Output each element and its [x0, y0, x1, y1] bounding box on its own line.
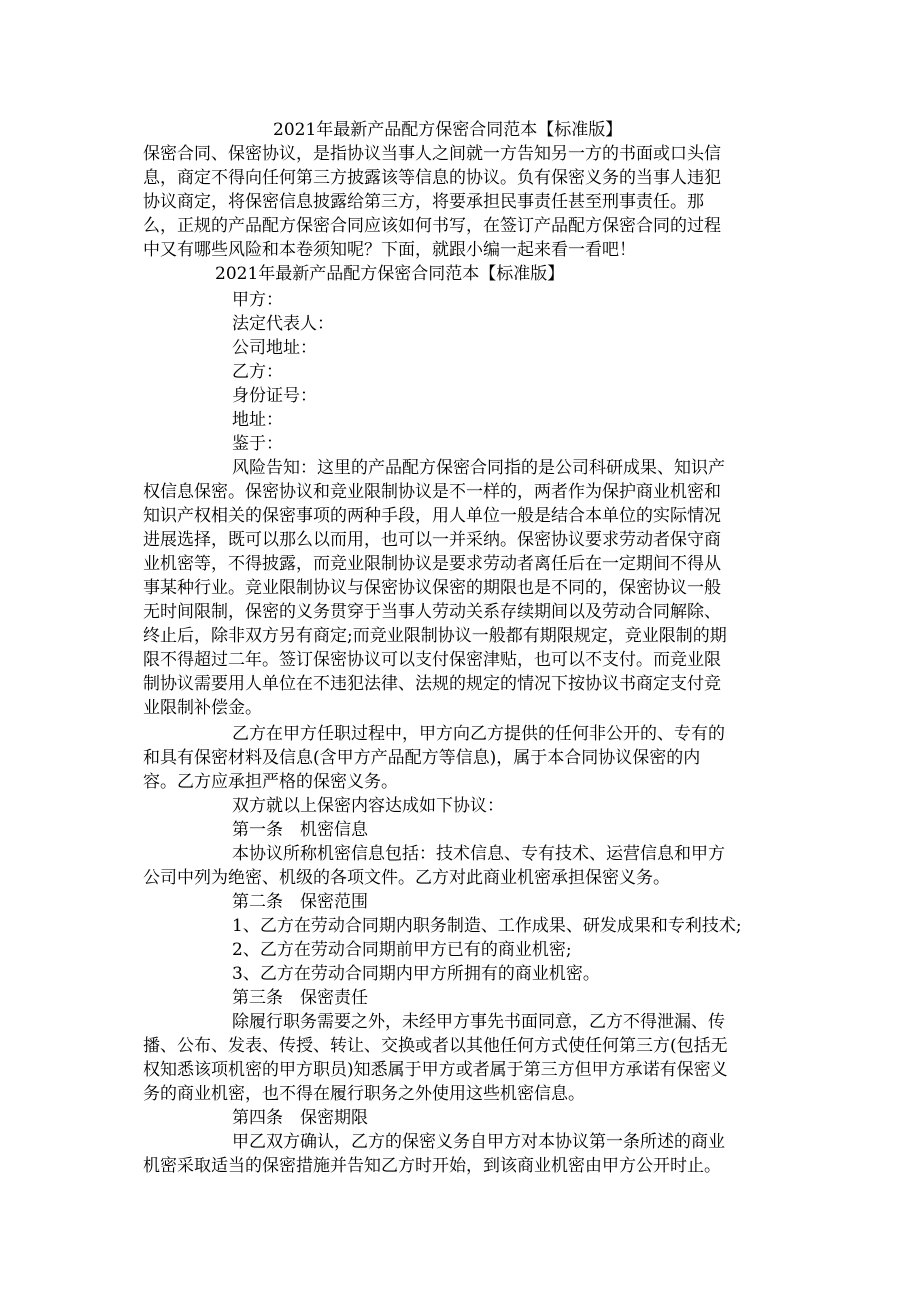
- field-legal-rep: [232, 312, 334, 336]
- body-line: 播、公布、发表、传授、转让、交换或者以其他任何方式使任何第三方(包括无: [143, 1036, 728, 1056]
- risk-line: 风险告知：这里的产品配方保密合同指的是公司科研成果、知识产: [232, 458, 725, 478]
- field-party-a: [232, 288, 283, 312]
- body-line: 甲乙双方确认，乙方的保密义务自甲方对本协议第一条所述的商业: [232, 1132, 725, 1152]
- body-line: 机密采取适当的保密措施并告知乙方时开始，到该商业机密由甲方公开时止。: [143, 1156, 721, 1176]
- field-label: 地址：: [232, 410, 283, 430]
- document-title: 2021年最新产品配方保密合同范本【标准版】: [273, 120, 623, 140]
- risk-line: 限不得超过二年。签订保密协议可以支付保密津贴，也可以不支付。而竞业限: [143, 650, 721, 670]
- risk-line: 事某种行业。竞业限制协议与保密协议保密的期限也是不同的，保密协议一般: [143, 578, 721, 598]
- field-party-b: [232, 360, 283, 384]
- field-company-address: [232, 336, 317, 360]
- body-line: 本协议所称机密信息包括：技术信息、专有技术、运营信息和甲方: [232, 844, 725, 864]
- body-line: 公司中列为绝密、机级的各项文件。乙方对此商业机密承担保密义务。: [143, 868, 670, 888]
- field-whereas: [232, 432, 283, 456]
- contract-subtitle: 2021年最新产品配方保密合同范本【标准版】: [215, 264, 565, 284]
- body-line: 务的商业机密，也不得在履行职务之外使用这些机密信息。: [143, 1084, 585, 1104]
- risk-line: 权信息保密。保密协议和竞业限制协议是不一样的，两者作为保护商业机密和: [143, 482, 721, 502]
- field-label: 法定代表人：: [232, 314, 334, 334]
- list-item: 2、乙方在劳动合同期前甲方已有的商业机密;: [232, 940, 572, 960]
- body-line: 乙方在甲方任职过程中，甲方向乙方提供的任何非公开的、专有的: [232, 724, 725, 744]
- risk-line: 进展选择，既可以那么以而用，也可以一并采纳。保密协议要求劳动者保守商: [143, 530, 721, 550]
- intro-line: 协议商定，将保密信息披露给第三方，将要承担民事责任甚至刑事责任。那: [143, 192, 704, 212]
- intro-line: 中又有哪些风险和本卷须知呢？下面，就跟小编一起来看一看吧！: [143, 240, 636, 260]
- field-label: 身份证号：: [232, 386, 317, 406]
- field-id-number: [232, 384, 317, 408]
- list-item: 1、乙方在劳动合同期内职务制造、工作成果、研发成果和专利技术;: [232, 916, 742, 936]
- agreement-intro: 双方就以上保密内容达成如下协议：: [232, 796, 504, 816]
- article-heading: 第一条 机密信息: [232, 820, 368, 840]
- risk-line: 无时间限制，保密的义务贯穿于当事人劳动关系存续期间以及劳动合同解除、: [143, 602, 721, 622]
- article-heading: 第三条 保密责任: [232, 988, 368, 1008]
- intro-line: 息，商定不得向任何第三方披露该等信息的协议。负有保密义务的当事人违犯: [143, 168, 721, 188]
- list-item: 3、乙方在劳动合同期内甲方所拥有的商业机密。: [232, 964, 600, 984]
- risk-line: 知识产权相关的保密事项的两种手段，用人单位一般是结合本单位的实际情况: [143, 506, 721, 526]
- risk-line: 制协议需要用人单位在不违犯法律、法规的规定的情况下按协议书商定支付竞: [143, 674, 721, 694]
- body-line: 和具有保密材料及信息(含甲方产品配方等信息)，属于本合同协议保密的内: [143, 748, 701, 768]
- field-label: 鉴于：: [232, 434, 283, 454]
- body-line: 权知悉该项机密的甲方职员)知悉属于甲方或者属于第三方但甲方承诺有保密义: [143, 1060, 728, 1080]
- body-line: 除履行职务需要之外，未经甲方事先书面同意，乙方不得泄漏、传: [232, 1012, 725, 1032]
- risk-line: 业限制补偿金。: [143, 698, 262, 718]
- article-heading: 第二条 保密范围: [232, 892, 368, 912]
- field-label: 公司地址：: [232, 338, 317, 358]
- intro-line: 么，正规的产品配方保密合同应该如何书写，在签订产品配方保密合同的过程: [143, 216, 721, 236]
- body-line: 容。乙方应承担严格的保密义务。: [143, 772, 398, 792]
- intro-line: 保密合同、保密协议，是指协议当事人之间就一方告知另一方的书面或口头信: [143, 144, 721, 164]
- risk-line: 业机密等，不得披露，而竞业限制协议是要求劳动者离任后在一定期间不得从: [143, 554, 721, 574]
- article-heading: 第四条 保密期限: [232, 1108, 368, 1128]
- field-label: 乙方：: [232, 362, 283, 382]
- risk-line: 终止后，除非双方另有商定;而竞业限制协议一般都有期限规定，竞业限制的期: [143, 626, 727, 646]
- field-label: 甲方：: [232, 290, 283, 310]
- field-address: [232, 408, 283, 432]
